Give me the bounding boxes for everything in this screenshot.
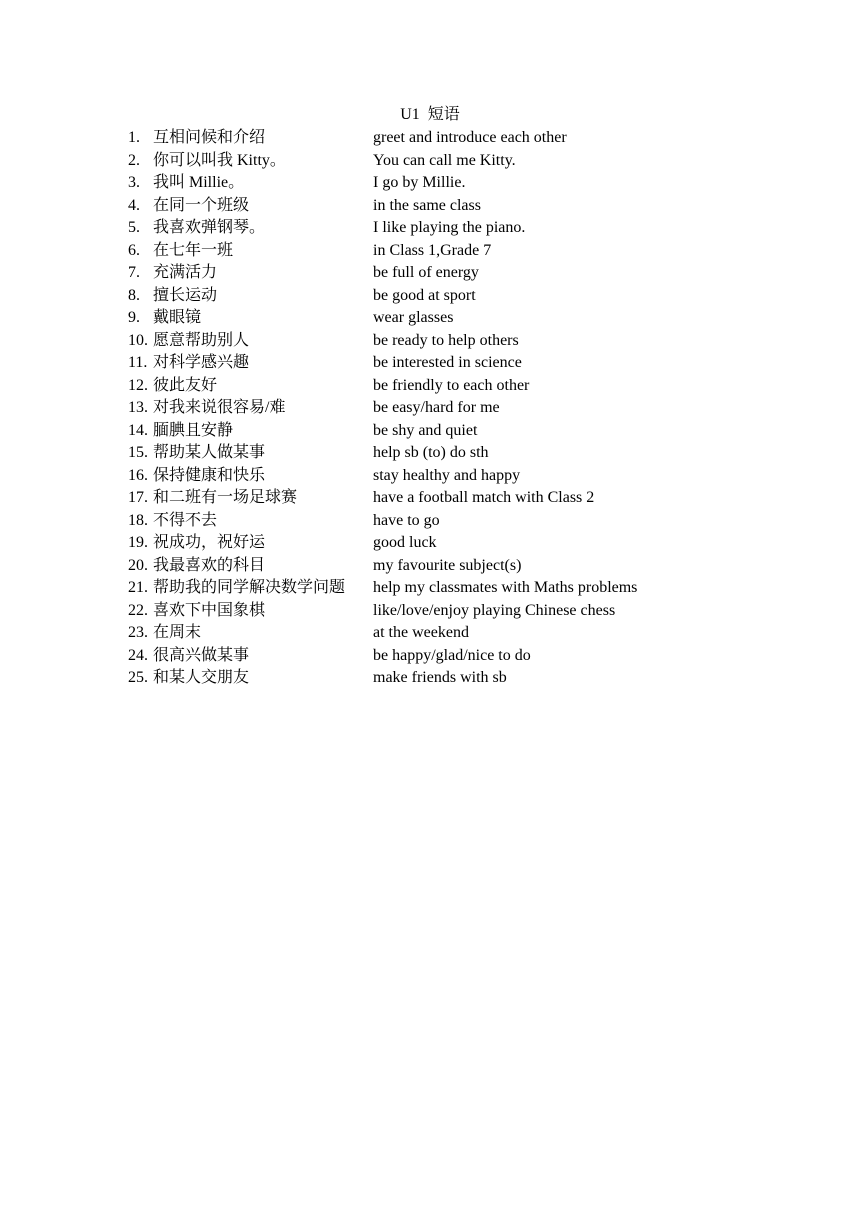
phrase-number: 18. [128, 511, 148, 529]
phrase-number: 17. [128, 489, 148, 506]
phrase-row [128, 330, 728, 353]
phrase-row [128, 532, 728, 555]
phrase-row [128, 195, 728, 218]
phrase-chinese: 我喜欢弹钢琴。 [153, 219, 266, 236]
phrase-row [128, 150, 728, 173]
phrase-english: be happy/glad/nice to do [373, 646, 531, 664]
phrase-row [128, 600, 728, 623]
phrase-row [128, 465, 728, 488]
phrase-english: be full of energy [373, 264, 479, 281]
phrase-number: 14. [128, 421, 148, 439]
phrase-row [128, 555, 728, 578]
phrase-chinese: 对我来说很容易/难 [153, 399, 286, 416]
phrase-english: have to go [373, 511, 440, 529]
phrase-chinese: 喜欢下中国象棋 [153, 601, 266, 619]
phrase-chinese: 在周末 [153, 624, 202, 641]
phrase-number: 5. [128, 219, 140, 236]
phrase-row [128, 127, 728, 150]
phrase-english: be friendly to each other [373, 376, 530, 394]
phrase-chinese: 互相问候和介绍 [153, 129, 266, 146]
phrase-chinese: 彼此友好 [153, 376, 218, 394]
phrase-row [128, 487, 728, 510]
phrase-number: 6. [128, 241, 140, 259]
phrase-english: in the same class [373, 196, 481, 214]
phrase-chinese: 祝成功，祝好运 [153, 534, 266, 551]
phrase-english: be good at sport [373, 286, 476, 304]
phrase-row [128, 397, 728, 420]
phrase-chinese: 对科学感兴趣 [153, 354, 250, 371]
phrase-chinese: 腼腆且安静 [153, 421, 234, 439]
phrase-english: help sb (to) do sth [373, 444, 489, 461]
phrase-english: greet and introduce each other [373, 129, 567, 146]
phrase-english: good luck [373, 534, 437, 551]
phrase-number: 11. [128, 354, 148, 371]
phrase-chinese: 在七年一班 [153, 241, 234, 259]
phrase-chinese: 保持健康和快乐 [153, 466, 266, 484]
phrase-english: be easy/hard for me [373, 399, 500, 416]
phrase-chinese: 帮助我的同学解决数学问题 [153, 579, 346, 596]
phrase-english: I go by Millie. [373, 174, 466, 191]
phrase-number: 12. [128, 376, 148, 394]
phrase-list [128, 127, 728, 690]
phrase-row [128, 285, 728, 308]
phrase-chinese: 戴眼镜 [153, 309, 202, 326]
page-title: U1 短语 [400, 106, 460, 123]
phrase-chinese: 很高兴做某事 [153, 646, 250, 664]
phrase-number: 13. [128, 399, 148, 416]
phrase-row [128, 577, 728, 600]
phrase-number: 1. [128, 129, 140, 146]
phrase-number: 10. [128, 331, 148, 349]
phrase-number: 15. [128, 444, 148, 461]
phrase-number: 16. [128, 466, 148, 484]
phrase-english: make friends with sb [373, 669, 507, 686]
phrase-row [128, 667, 728, 690]
phrase-english: at the weekend [373, 624, 469, 641]
phrase-number: 8. [128, 286, 140, 304]
phrase-english: be shy and quiet [373, 421, 478, 439]
phrase-english: help my classmates with Maths problems [373, 579, 638, 596]
phrase-english: in Class 1,Grade 7 [373, 241, 492, 259]
phrase-number: 23. [128, 624, 148, 641]
phrase-chinese: 充满活力 [153, 264, 218, 281]
phrase-chinese: 帮助某人做某事 [153, 444, 266, 461]
phrase-number: 20. [128, 556, 148, 574]
phrase-row [128, 622, 728, 645]
phrase-english: be interested in science [373, 354, 522, 371]
phrase-row [128, 375, 728, 398]
phrase-chinese: 愿意帮助别人 [153, 331, 250, 349]
phrase-number: 25. [128, 669, 148, 686]
phrase-number: 7. [128, 264, 140, 281]
phrase-number: 2. [128, 151, 140, 169]
phrase-chinese: 我叫 Millie。 [153, 174, 245, 191]
phrase-row [128, 240, 728, 263]
phrase-chinese: 擅长运动 [153, 286, 218, 304]
phrase-row [128, 172, 728, 195]
phrase-number: 4. [128, 196, 140, 214]
phrase-english: like/love/enjoy playing Chinese chess [373, 601, 616, 619]
phrase-english: have a football match with Class 2 [373, 489, 595, 506]
phrase-number: 24. [128, 646, 148, 664]
phrase-chinese: 和某人交朋友 [153, 669, 250, 686]
phrase-number: 9. [128, 309, 140, 326]
phrase-chinese: 在同一个班级 [153, 196, 250, 214]
phrase-row [128, 262, 728, 285]
phrase-row [128, 420, 728, 443]
phrase-number: 22. [128, 601, 148, 619]
phrase-number: 3. [128, 174, 140, 191]
phrase-english: my favourite subject(s) [373, 556, 522, 574]
phrase-row [128, 645, 728, 668]
phrase-chinese: 我最喜欢的科目 [153, 556, 266, 574]
phrase-english: I like playing the piano. [373, 219, 526, 236]
phrase-row [128, 217, 728, 240]
phrase-number: 19. [128, 534, 148, 551]
phrase-chinese: 和二班有一场足球赛 [153, 489, 298, 506]
phrase-row [128, 352, 728, 375]
phrase-english: wear glasses [373, 309, 454, 326]
phrase-chinese: 你可以叫我 Kitty。 [153, 151, 286, 169]
phrase-english: stay healthy and happy [373, 466, 521, 484]
phrase-row [128, 442, 728, 465]
phrase-english: You can call me Kitty. [373, 151, 516, 169]
phrase-row [128, 510, 728, 533]
phrase-chinese: 不得不去 [153, 511, 218, 529]
phrase-number: 21. [128, 579, 148, 596]
phrase-english: be ready to help others [373, 331, 519, 349]
phrase-row [128, 307, 728, 330]
